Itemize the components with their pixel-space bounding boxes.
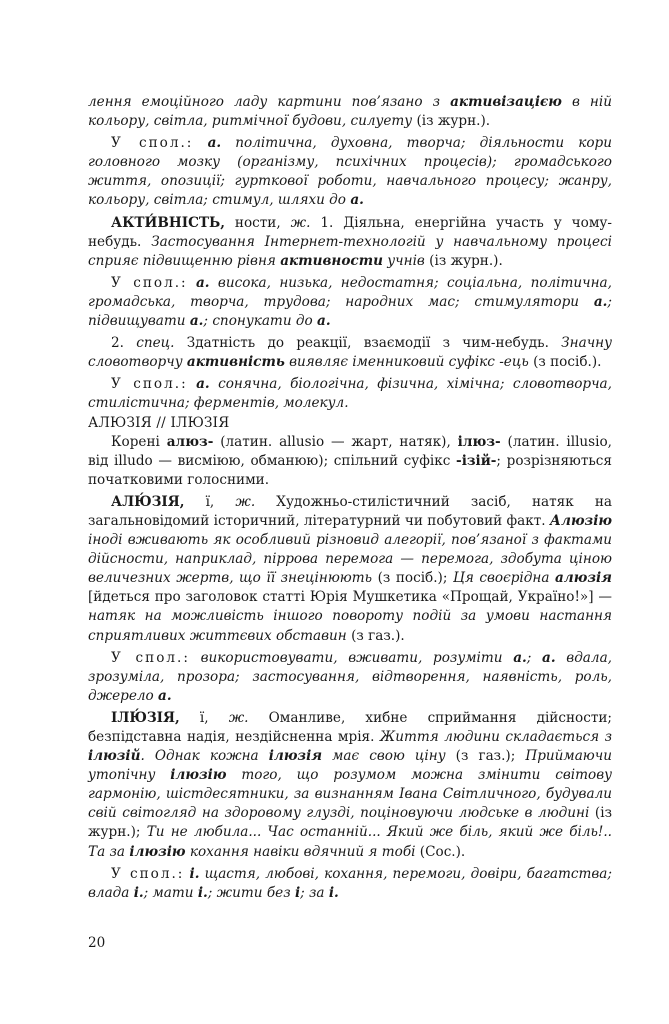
abbrev-headword: а. bbox=[317, 313, 331, 330]
headword-reference: ілюзій bbox=[88, 748, 141, 765]
abbrev-headword: а. bbox=[350, 192, 364, 209]
source-note: (з газ.); bbox=[445, 748, 526, 765]
gender-label: ж. bbox=[228, 709, 249, 726]
entry-continuation bbox=[88, 93, 612, 131]
collocations-text: використовувати, вживати, розуміти bbox=[189, 649, 514, 666]
gender-label: ж. bbox=[235, 493, 256, 510]
example-text: має свою ціну bbox=[322, 748, 446, 765]
grammar-info: ности, bbox=[224, 214, 291, 231]
abbrev-headword: і bbox=[294, 884, 301, 901]
collocations-label: У спол.: bbox=[111, 865, 185, 882]
collocations-text: сонячна, біологічна, фізична, хімічна; словотворча, стилістична; ферментів, молекул. bbox=[88, 376, 612, 412]
headword: ІЛЮ́ЗІЯ, bbox=[111, 709, 180, 726]
collocations-text: ; за bbox=[300, 884, 329, 901]
headword-reference: ілюзію bbox=[129, 843, 186, 860]
example-text: кохання навіки вдячний я тобі bbox=[185, 843, 416, 860]
definition-text: Художньо-стилістичний засіб, натяк на загальновідомий історичний, літературний чи побутовий факт. bbox=[88, 493, 612, 529]
example-text: Ти не любила... Час останній... Який же біль, який же біль!.. Та за bbox=[88, 824, 612, 860]
example-text: Ця своєрідна bbox=[452, 570, 555, 587]
definition-text: 1. Діяльна, енергійна участь у чому-небудь. bbox=[88, 214, 612, 250]
example-text: в ній кольору, світла, ритмічної будови, силуету bbox=[88, 94, 612, 130]
gender-label: ж. bbox=[290, 214, 311, 231]
intro-text: (латин. allusio — жарт, натяк), bbox=[213, 433, 458, 450]
collocations-label: У спол.: bbox=[111, 649, 190, 666]
collocations-paragraph bbox=[88, 375, 612, 413]
abbrev-headword: а. bbox=[158, 687, 172, 704]
source-note: (із журн.). bbox=[412, 113, 491, 130]
definition-paragraph bbox=[88, 334, 612, 372]
entry-aliuziia bbox=[88, 493, 612, 646]
collocations-text: висока, низька, недостатня; соціальна, політична, громадська, творча, трудова; народних мас; стимулятори bbox=[88, 274, 612, 310]
spacer-text bbox=[193, 135, 207, 151]
grammar-info: ї, bbox=[179, 709, 229, 726]
grammar-info: ї, bbox=[184, 493, 236, 510]
example-text: Застосування Інтернет-технологій у навчальному процесі сприяє підвищенню рівня bbox=[88, 233, 612, 269]
entry-aktyvnist bbox=[88, 214, 612, 271]
abbrev-headword: і. bbox=[133, 884, 144, 901]
abbrev-headword: а. bbox=[207, 135, 222, 152]
collocations-label: У спол.: bbox=[111, 135, 194, 152]
example-text: Значну словотворчу bbox=[88, 335, 612, 371]
collocations-text: ; спонукати до bbox=[203, 313, 318, 330]
collocations-text: ; жити без bbox=[207, 884, 295, 901]
headword: АКТИ́ВНІСТЬ, bbox=[111, 214, 225, 231]
headword-reference: алюзія bbox=[554, 570, 612, 587]
entry-iliuziia bbox=[88, 709, 612, 862]
intro-paragraph bbox=[88, 433, 612, 490]
page-content bbox=[88, 93, 612, 903]
example-text: натяк на можливість іншого повороту подій за умови настання сприятливих життєвих обставин bbox=[88, 608, 612, 644]
intro-text: ; розрізняються початковими голосними. bbox=[88, 452, 612, 488]
root-term: алюз- bbox=[166, 433, 214, 450]
headword-reference: Алюзію bbox=[549, 512, 613, 529]
example-text: виявляє іменниковий суфікс -ець bbox=[284, 354, 529, 371]
abbrev-headword: а. bbox=[196, 274, 210, 291]
source-note: (з посіб.); bbox=[372, 570, 453, 587]
example-text: лення емоційного ладу картини пов’язано з bbox=[88, 94, 451, 110]
headword: АЛЮ́ЗІЯ, bbox=[111, 493, 185, 510]
abbrev-headword: а. bbox=[513, 649, 527, 666]
section-heading: АЛЮЗІЯ // ІЛЮЗІЯ bbox=[88, 414, 230, 431]
source-note: (з посіб.). bbox=[528, 354, 602, 371]
collocations-paragraph bbox=[88, 274, 612, 331]
example-text: . Однак кожна bbox=[140, 748, 269, 765]
headword-reference: активности bbox=[280, 252, 383, 269]
collocations-text: політична, духовна, творча; діяльности кори головного мозку (організму, психічних процесів); громадського життя, опозиції; гурткової роботи, навчального процесу; жанру, кольору, світла; стимул, шляхи до bbox=[88, 135, 612, 209]
abbrev-headword: а. bbox=[593, 293, 608, 310]
collocations-text: вдала, зрозуміла, прозора; застосування, відтворення, наявність, роль, джерело bbox=[88, 649, 612, 704]
collocations-paragraph bbox=[88, 649, 612, 706]
intro-text: Корені bbox=[111, 433, 167, 450]
collocations-label: У спол.: bbox=[111, 376, 188, 393]
collocations-paragraph bbox=[88, 865, 612, 903]
example-text: того, що розумом можна змінити світову гармонію, шістдесятники, за визнанням Івана Світличного, будували свій світогляд на здоровому глузді, поціновуючи людське в людині bbox=[88, 767, 612, 822]
root-term: ілюз- bbox=[457, 433, 501, 450]
definition-text: Здатність до реакції, взаємодії з чим-небудь. bbox=[174, 335, 562, 352]
source-note: (із журн.); bbox=[88, 805, 612, 841]
sense-number: 2. bbox=[111, 335, 137, 352]
collocations-text: щастя, любові, кохання, перемоги, довіри, багатства; влада bbox=[88, 865, 612, 901]
headword-reference: активність bbox=[186, 354, 285, 371]
abbrev-headword: а. bbox=[542, 649, 556, 666]
headword-reference: ілюзію bbox=[170, 767, 227, 784]
collocations-text: ; мати bbox=[143, 884, 198, 901]
intro-text: (латин. illusio, від illudo — висміюю, обманюю); спільний суфікс bbox=[88, 433, 612, 469]
example-text: учнів bbox=[382, 252, 425, 269]
collocations-text: ; bbox=[526, 649, 543, 666]
usage-label: спец. bbox=[136, 335, 175, 352]
source-note: (з газ.). bbox=[346, 627, 405, 644]
headword-reference: ілюзія bbox=[268, 748, 323, 765]
source-note: (із журн.). bbox=[424, 252, 503, 269]
headword-reference: активізацією bbox=[450, 94, 562, 110]
example-text: Життя людини складається з bbox=[379, 729, 612, 745]
suffix-term: -ізій- bbox=[456, 452, 497, 469]
abbrev-headword: і. bbox=[328, 884, 339, 901]
abbrev-headword: а. bbox=[196, 376, 210, 393]
editor-note: [йдеться про заголовок статті Юрія Мушкетика «Прощай, Україно!»] — bbox=[88, 589, 612, 606]
abbrev-headword: а. bbox=[189, 313, 204, 330]
source-note: (Сос.). bbox=[415, 843, 466, 860]
collocations-label: У спол.: bbox=[111, 274, 188, 291]
abbrev-headword: і. bbox=[197, 884, 208, 901]
abbrev-headword: і. bbox=[189, 865, 200, 882]
definition-text: Оманливе, хибне сприймання дійсности; безпідставна надія, нездійсненна мрія. bbox=[88, 709, 612, 745]
example-text: Приймаючи утопічну bbox=[88, 748, 612, 784]
example-text: іноді вживають як особливий різновид алегорії, пов’язаної з фактами дійсности, наприклад, піррова перемога — перемога, здобута ціною величезних жертв, що її знецінюють bbox=[88, 532, 612, 587]
collocations-text: ; підвищувати bbox=[88, 293, 612, 330]
page-number: 20 bbox=[88, 935, 106, 951]
collocations-paragraph bbox=[88, 134, 612, 210]
